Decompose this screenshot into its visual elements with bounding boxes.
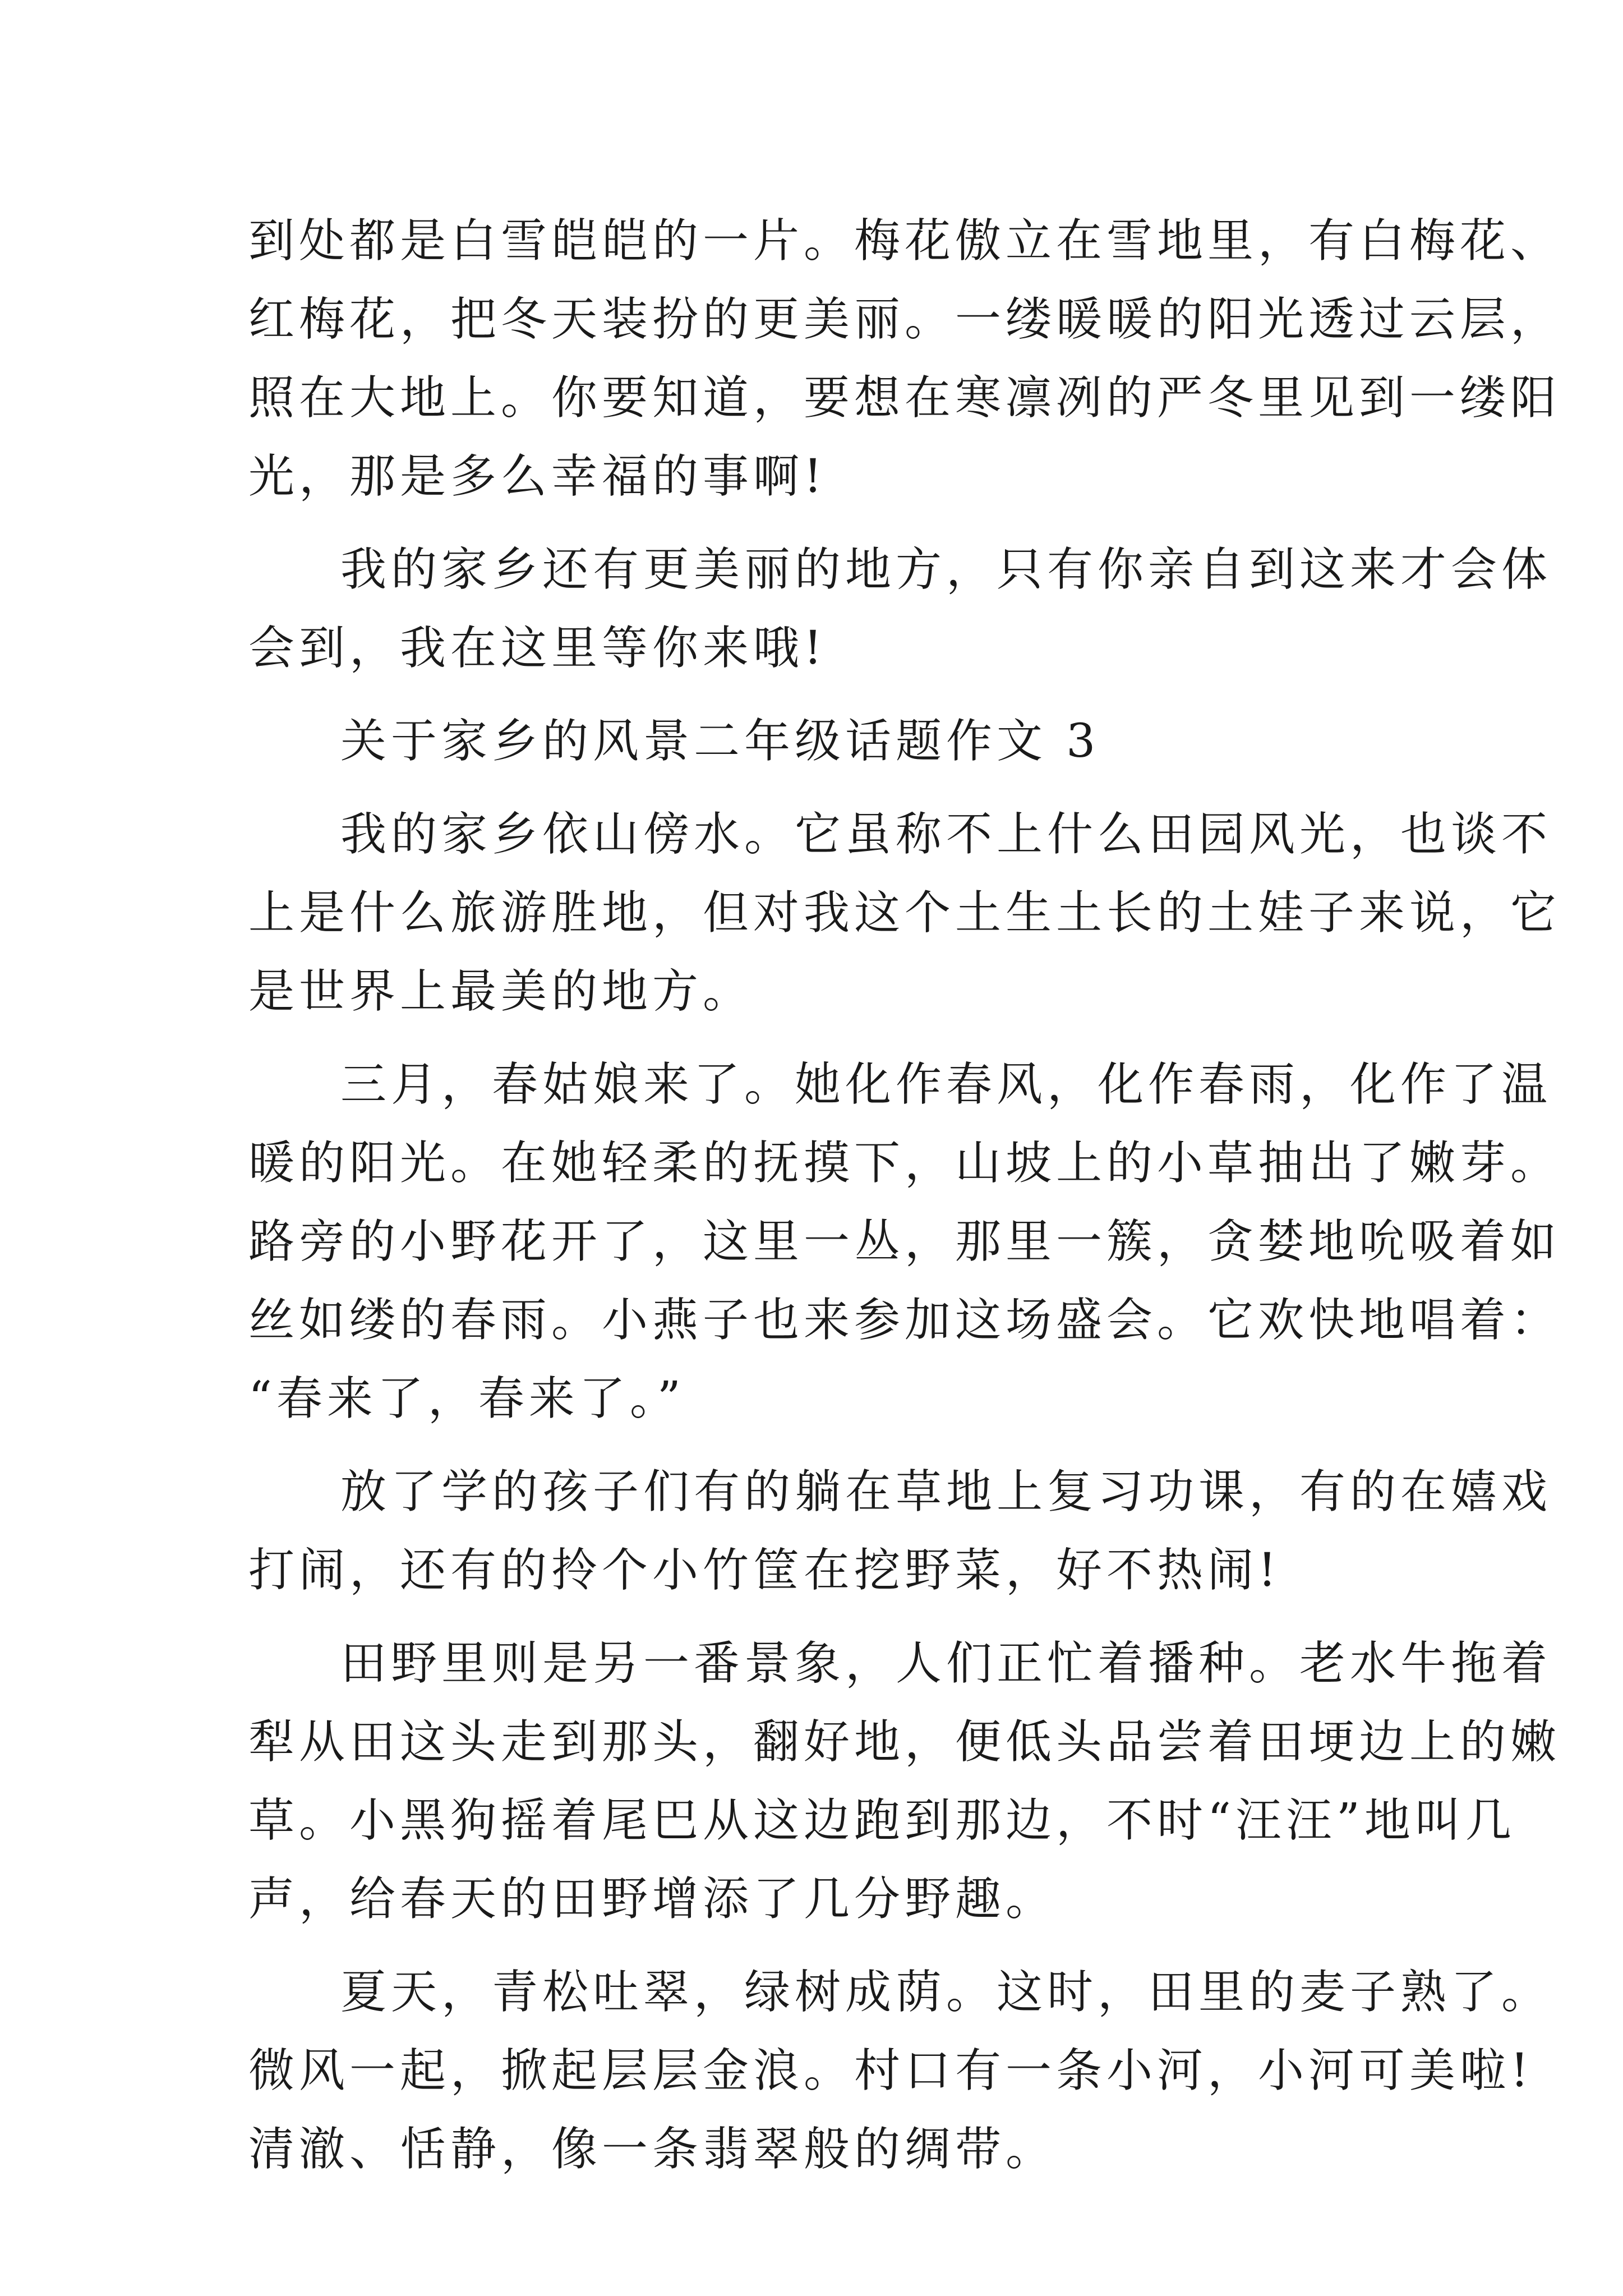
section-heading: 关于家乡的风景二年级话题作文 3 [340,715,1100,768]
text-line: 犁从田这头走到那头，翻好地，便低头品尝着田埂边上的嫩 [248,1715,1561,1769]
text-line: 丝如缕的春雨。小燕子也来参加这场盛会。它欢快地唱着： [248,1294,1561,1347]
text-line: 声，给春天的田野增添了几分野趣。 [248,1872,1057,1926]
paragraph-start-line: 三月，春姑娘来了。她化作春风，化作春雨，化作了温 [340,1058,1552,1111]
text-line: 是世界上最美的地方。 [248,965,754,1018]
text-line: 会到，我在这里等你来哦! [248,622,827,675]
paragraph-start-line: 我的家乡还有更美丽的地方，只有你亲自到这来才会体 [340,543,1552,596]
text-line: 路旁的小野花开了，这里一丛，那里一簇，贪婪地吮吸着如 [248,1215,1561,1268]
paragraph-start-line: 夏天，青松吐翠，绿树成荫。这时，田里的麦子熟了。 [340,1966,1552,2019]
text-line: 草。小黑狗摇着尾巴从这边跑到那边，不时“汪汪”地叫几 [248,1794,1516,1847]
text-line: 光，那是多么幸福的事啊! [248,450,827,503]
text-line: 到处都是白雪皑皑的一片。梅花傲立在雪地里，有白梅花、 [248,214,1561,268]
text-line: 打闹，还有的拎个小竹筐在挖野菜，好不热闹! [248,1544,1281,1597]
text-line: 清澈、恬静，像一条翡翠般的绸带。 [248,2123,1057,2176]
text-line: 上是什么旅游胜地，但对我这个土生土长的土娃子来说，它 [248,886,1561,940]
text-line: 微风一起，掀起层层金浪。村口有一条小河，小河可美啦! [248,2044,1533,2097]
text-line: “春来了，春来了。” [248,1372,685,1425]
text-line: 照在大地上。你要知道，要想在寒凛冽的严冬里见到一缕阳 [248,371,1561,425]
document-body [248,202,1561,2189]
text-line: 暖的阳光。在她轻柔的抚摸下，山坡上的小草抽出了嫩芽。 [248,1137,1561,1190]
paragraph-start-line: 放了学的孩子们有的躺在草地上复习功课，有的在嬉戏 [340,1465,1552,1519]
paragraph-start-line: 我的家乡依山傍水。它虽称不上什么田园风光，也谈不 [340,808,1552,861]
text-line: 红梅花，把冬天装扮的更美丽。一缕暖暖的阳光透过云层， [248,293,1561,346]
paragraph-start-line: 田野里则是另一番景象，人们正忙着播种。老水牛拖着 [340,1637,1552,1690]
